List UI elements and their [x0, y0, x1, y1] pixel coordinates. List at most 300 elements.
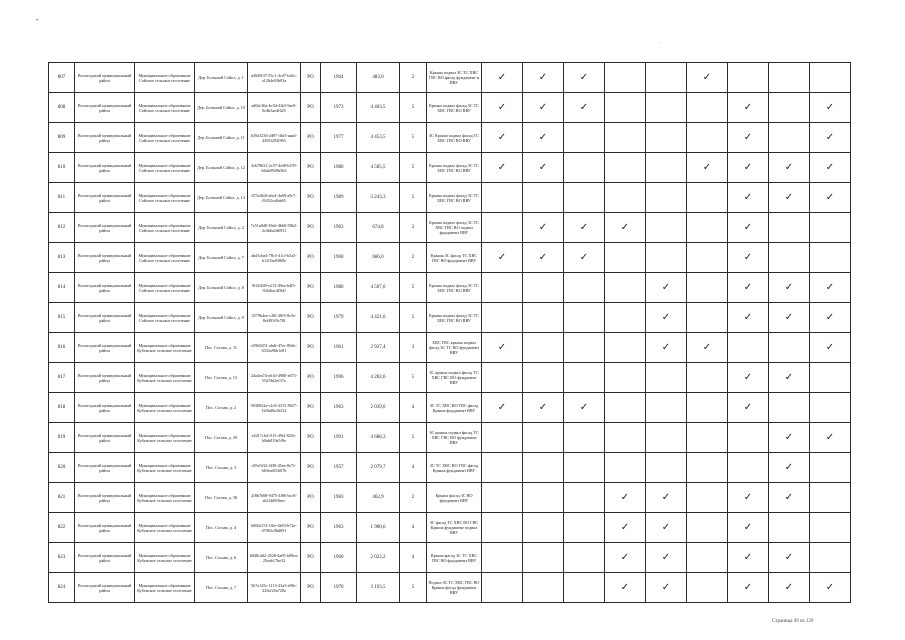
year-cell: 1960 — [321, 543, 357, 573]
work-check-cell — [482, 183, 523, 213]
work-check-cell — [646, 123, 687, 153]
house-code-cell: b39a5236-2d97-4bf3-aaad-4495f292f963 — [248, 123, 301, 153]
area-cell: 4 453,5 — [357, 123, 400, 153]
work-check-cell — [605, 483, 646, 513]
work-check-cell — [523, 243, 564, 273]
work-check-cell — [564, 303, 605, 333]
check-mark-icon: ✓ — [784, 491, 794, 503]
type-cell: РО — [301, 273, 321, 303]
work-check-cell — [728, 333, 769, 363]
work-check-cell — [482, 153, 523, 183]
year-cell: 1980 — [321, 153, 357, 183]
table-row — [49, 453, 851, 483]
row-number: 819 — [49, 423, 75, 453]
check-mark-icon: ✓ — [538, 401, 548, 413]
row-number: 823 — [49, 543, 75, 573]
work-check-cell — [687, 393, 728, 423]
count-cell: 5 — [400, 423, 427, 453]
work-check-cell — [687, 63, 728, 93]
address-cell: Дер. Большой Сойол, д. 7 — [195, 243, 248, 273]
district-cell: Вологодский муниципальный район — [75, 333, 135, 363]
check-mark-icon: ✓ — [579, 401, 589, 413]
check-mark-icon: ✓ — [702, 71, 712, 83]
type-cell: РО — [301, 393, 321, 423]
work-check-cell — [646, 273, 687, 303]
address-cell: Дер. Большой Сойол, д. 9 — [195, 303, 248, 333]
work-check-cell — [769, 483, 810, 513]
check-mark-icon: ✓ — [538, 101, 548, 113]
work-check-cell — [564, 363, 605, 393]
work-check-cell — [523, 393, 564, 423]
area-cell: 462,9 — [357, 483, 400, 513]
work-check-cell — [482, 213, 523, 243]
row-number: 807 — [49, 63, 75, 93]
check-mark-icon: ✓ — [825, 191, 835, 203]
type-cell: РО — [301, 153, 321, 183]
area-cell: 2 022,2 — [357, 543, 400, 573]
house-code-cell: 9030922a-c2c8-4315-8027-1b5bd0a16232 — [248, 393, 301, 423]
work-check-cell — [646, 423, 687, 453]
check-mark-icon: ✓ — [661, 581, 671, 593]
type-cell: РО — [301, 453, 321, 483]
work-check-cell — [482, 93, 523, 123]
count-cell: 5 — [400, 93, 427, 123]
type-cell: РО — [301, 573, 321, 603]
area-cell: 483,0 — [357, 63, 400, 93]
work-check-cell — [687, 453, 728, 483]
check-mark-icon: ✓ — [579, 251, 589, 263]
work-check-cell — [769, 423, 810, 453]
district-cell: Вологодский муниципальный район — [75, 303, 135, 333]
work-check-cell — [646, 363, 687, 393]
work-check-cell — [810, 513, 851, 543]
work-check-cell — [482, 513, 523, 543]
address-cell: Дер. Большой Сойол, д. 14 — [195, 183, 248, 213]
work-check-cell — [769, 213, 810, 243]
house-code-cell: abd3cba4-78c5-41cf-b5a5-b12f5ad5868e — [248, 243, 301, 273]
row-number: 813 — [49, 243, 75, 273]
work-check-cell — [564, 183, 605, 213]
works-cell: ХВС ГВС крыша подвал фасад ЗС ТС ВО фундамент ВВУ — [427, 333, 482, 363]
work-check-cell — [687, 423, 728, 453]
work-check-cell — [482, 483, 523, 513]
check-mark-icon: ✓ — [784, 551, 794, 563]
check-mark-icon: ✓ — [661, 311, 671, 323]
area-cell: 4 403,5 — [357, 93, 400, 123]
district-cell: Вологодский муниципальный район — [75, 423, 135, 453]
check-mark-icon: ✓ — [497, 401, 507, 413]
address-cell: Пос. Сосьва, д. 3 — [195, 453, 248, 483]
work-check-cell — [687, 363, 728, 393]
check-mark-icon: ✓ — [825, 281, 835, 293]
area-cell: 4 585,5 — [357, 153, 400, 183]
district-cell: Вологодский муниципальный район — [75, 183, 135, 213]
type-cell: РО — [301, 333, 321, 363]
work-check-cell — [728, 273, 769, 303]
check-mark-icon: ✓ — [784, 371, 794, 383]
work-check-cell — [564, 333, 605, 363]
district-cell: Вологодский муниципальный район — [75, 393, 135, 423]
area-cell: 674,8 — [357, 213, 400, 243]
address-cell: Пос. Сосьва, д. 2 — [195, 393, 248, 423]
owner-cell: Муниципальное образование Сойское сельское поселение — [135, 243, 195, 273]
year-cell: 1983 — [321, 483, 357, 513]
work-check-cell — [564, 423, 605, 453]
check-mark-icon: ✓ — [497, 71, 507, 83]
owner-cell: Муниципальное образование Сойское сельское поселение — [135, 153, 195, 183]
house-code-cell: c85e5f32-f438-45ea-8e71-b63ead51b07b — [248, 453, 301, 483]
work-check-cell — [810, 393, 851, 423]
table-row — [49, 423, 851, 453]
work-check-cell — [523, 303, 564, 333]
owner-cell: Муниципальное образование Сойское сельское поселение — [135, 93, 195, 123]
works-cell: Крыша подвал ЗС ТС ХВС ГВС ВО фасад фундамент и ВВУ — [427, 63, 482, 93]
row-number: 809 — [49, 123, 75, 153]
work-check-cell — [605, 573, 646, 603]
work-check-cell — [564, 213, 605, 243]
check-mark-icon: ✓ — [743, 161, 753, 173]
works-cell: Крыша подвал фасад ЗС ТС ХВС ГВС ВО ВВУ — [427, 93, 482, 123]
table-row — [49, 63, 851, 93]
work-check-cell — [769, 543, 810, 573]
check-mark-icon: ✓ — [538, 221, 548, 233]
district-cell: Вологодский муниципальный район — [75, 273, 135, 303]
work-check-cell — [810, 93, 851, 123]
work-check-cell — [687, 213, 728, 243]
area-cell: 3 243,3 — [357, 183, 400, 213]
work-check-cell — [523, 93, 564, 123]
type-cell: РО — [301, 543, 321, 573]
count-cell: 3 — [400, 333, 427, 363]
work-check-cell — [523, 453, 564, 483]
owner-cell: Муниципальное образование Кубенское сельское поселение — [135, 483, 195, 513]
work-check-cell — [810, 543, 851, 573]
work-check-cell — [810, 363, 851, 393]
work-check-cell — [810, 63, 851, 93]
work-check-cell — [687, 483, 728, 513]
table-row — [49, 183, 851, 213]
work-check-cell — [769, 393, 810, 423]
owner-cell: Муниципальное образование Сойское сельское поселение — [135, 213, 195, 243]
work-check-cell — [769, 243, 810, 273]
year-cell: 1980 — [321, 273, 357, 303]
work-check-cell — [810, 333, 851, 363]
work-check-cell — [769, 333, 810, 363]
work-check-cell — [687, 123, 728, 153]
check-mark-icon: ✓ — [784, 581, 794, 593]
table-row — [49, 303, 851, 333]
work-check-cell — [605, 303, 646, 333]
type-cell: РО — [301, 513, 321, 543]
check-mark-icon: ✓ — [825, 131, 835, 143]
check-mark-icon: ✓ — [620, 491, 630, 503]
work-check-cell — [646, 333, 687, 363]
work-check-cell — [769, 93, 810, 123]
check-mark-icon: ✓ — [825, 161, 835, 173]
works-cell: Крыша подвал фасад ЗС ТС ХВС ГВС ВО подвал фундамент ВВУ — [427, 213, 482, 243]
owner-cell: Муниципальное образование Кубенское сельское поселение — [135, 363, 195, 393]
table-row — [49, 363, 851, 393]
check-mark-icon: ✓ — [825, 431, 835, 443]
works-cell: Крыша подвал фасад ЗС ТС ХВС ГВС ВО ВВУ — [427, 183, 482, 213]
work-check-cell — [523, 423, 564, 453]
work-check-cell — [482, 273, 523, 303]
work-check-cell — [482, 243, 523, 273]
area-cell: 686,0 — [357, 243, 400, 273]
work-check-cell — [728, 123, 769, 153]
work-check-cell — [728, 423, 769, 453]
year-cell: 1964 — [321, 63, 357, 93]
works-cell: ЗС крыша подвал фасад ТС ХВС ГВС ВО фундамент ВВУ — [427, 363, 482, 393]
work-check-cell — [728, 393, 769, 423]
works-cell: Крыша подвал фасад ЗС ТС ХВС ГВС ВО ВВУ — [427, 303, 482, 333]
row-number: 824 — [49, 573, 75, 603]
work-check-cell — [687, 243, 728, 273]
table-row — [49, 273, 851, 303]
row-number: 821 — [49, 483, 75, 513]
work-check-cell — [564, 63, 605, 93]
address-cell: Пос. Сосьва, д. 6 — [195, 543, 248, 573]
work-check-cell — [605, 543, 646, 573]
row-number: 816 — [49, 333, 75, 363]
work-check-cell — [646, 393, 687, 423]
type-cell: РО — [301, 63, 321, 93]
work-check-cell — [646, 543, 687, 573]
type-cell: РО — [301, 213, 321, 243]
work-check-cell — [810, 123, 851, 153]
page-footer: Страница 49 из 129 — [772, 619, 814, 624]
check-mark-icon: ✓ — [743, 371, 753, 383]
work-check-cell — [523, 573, 564, 603]
check-mark-icon: ✓ — [743, 311, 753, 323]
check-mark-icon: ✓ — [784, 281, 794, 293]
year-cell: 1963 — [321, 513, 357, 543]
district-cell: Вологодский муниципальный район — [75, 573, 135, 603]
owner-cell: Муниципальное образование Кубенское сельское поселение — [135, 423, 195, 453]
work-check-cell — [687, 573, 728, 603]
count-cell: 4 — [400, 543, 427, 573]
work-check-cell — [605, 363, 646, 393]
row-number: 814 — [49, 273, 75, 303]
work-check-cell — [482, 303, 523, 333]
row-number: 818 — [49, 393, 75, 423]
check-mark-icon: ✓ — [661, 491, 671, 503]
work-check-cell — [605, 333, 646, 363]
work-check-cell — [605, 513, 646, 543]
work-check-cell — [769, 273, 810, 303]
work-check-cell — [769, 303, 810, 333]
district-cell: Вологодский муниципальный район — [75, 483, 135, 513]
check-mark-icon: ✓ — [743, 101, 753, 113]
work-check-cell — [769, 153, 810, 183]
check-mark-icon: ✓ — [620, 581, 630, 593]
table-row — [49, 333, 851, 363]
work-check-cell — [605, 183, 646, 213]
register-table — [48, 62, 851, 603]
year-cell: 1979 — [321, 303, 357, 333]
check-mark-icon: ✓ — [743, 221, 753, 233]
year-cell: 1970 — [321, 573, 357, 603]
check-mark-icon: ✓ — [743, 521, 753, 533]
type-cell: РО — [301, 423, 321, 453]
work-check-cell — [810, 483, 851, 513]
works-cell: ЗС ТС ХВС ВО ГВС фасад Крыша фундамент ВВУ — [427, 453, 482, 483]
work-check-cell — [646, 303, 687, 333]
house-code-cell: a4949f37-53c1-4cd7-b44c-a1264e03b03a — [248, 63, 301, 93]
count-cell: 2 — [400, 243, 427, 273]
check-mark-icon: ✓ — [825, 341, 835, 353]
work-check-cell — [687, 513, 728, 543]
owner-cell: Муниципальное образование Сойское сельское поселение — [135, 303, 195, 333]
count-cell: 5 — [400, 303, 427, 333]
check-mark-icon: ✓ — [743, 251, 753, 263]
work-check-cell — [523, 513, 564, 543]
house-code-cell: 7e51a8d8-39a6-4b60-99b2-4c4b6a2d6931 — [248, 213, 301, 243]
work-check-cell — [523, 183, 564, 213]
house-code-cell: d75cd64f-a6e4-4a69-a9c7-f9452ca8ab65 — [248, 183, 301, 213]
work-check-cell — [646, 453, 687, 483]
work-check-cell — [646, 483, 687, 513]
work-check-cell — [728, 153, 769, 183]
owner-cell: Муниципальное образование Кубенское сельское поселение — [135, 393, 195, 423]
table-row — [49, 393, 851, 423]
work-check-cell — [769, 363, 810, 393]
work-check-cell — [687, 303, 728, 333]
check-mark-icon: ✓ — [743, 191, 753, 203]
address-cell: Дер. Большой Сойол, д. 8 — [195, 273, 248, 303]
works-cell: Крыша фасад ЗС ВО фундамент ВВУ — [427, 483, 482, 513]
work-check-cell — [769, 183, 810, 213]
row-number: 808 — [49, 93, 75, 123]
area-cell: 4 507,0 — [357, 273, 400, 303]
house-code-cell: 5b7a145c-1113-43a5-a98c-225ef20a728a — [248, 573, 301, 603]
district-cell: Вологодский муниципальный район — [75, 213, 135, 243]
table-row — [49, 573, 851, 603]
district-cell: Вологодский муниципальный район — [75, 123, 135, 153]
work-check-cell — [482, 393, 523, 423]
works-cell: Крыша подвал фасад ЗС ТС ХВС ГВС ВО ВВУ — [427, 153, 482, 183]
row-number: 820 — [49, 453, 75, 483]
address-cell: Дер. Большой Сойол, д. 12 — [195, 153, 248, 183]
year-cell: 1991 — [321, 423, 357, 453]
check-mark-icon: ✓ — [579, 101, 589, 113]
check-mark-icon: ✓ — [620, 551, 630, 563]
check-mark-icon: ✓ — [661, 281, 671, 293]
check-mark-icon: ✓ — [702, 161, 712, 173]
table-row — [49, 123, 851, 153]
check-mark-icon: ✓ — [825, 311, 835, 323]
house-code-cell: 9ff41f69-e213-49ea-b4f5-92fa6ac4f5b0 — [248, 273, 301, 303]
check-mark-icon: ✓ — [661, 341, 671, 353]
work-check-cell — [523, 363, 564, 393]
address-cell: Пос. Сосьва, д. 29 — [195, 423, 248, 453]
house-code-cell: e2d17cb4-f1f5-49f4-825e-b8ab819a5f9e — [248, 423, 301, 453]
work-check-cell — [687, 333, 728, 363]
work-check-cell — [728, 303, 769, 333]
check-mark-icon: ✓ — [743, 551, 753, 563]
work-check-cell — [728, 453, 769, 483]
district-cell: Вологодский муниципальный район — [75, 363, 135, 393]
count-cell: 2 — [400, 483, 427, 513]
check-mark-icon: ✓ — [784, 161, 794, 173]
work-check-cell — [523, 543, 564, 573]
work-check-cell — [728, 363, 769, 393]
work-check-cell — [605, 453, 646, 483]
work-check-cell — [769, 63, 810, 93]
work-check-cell — [482, 333, 523, 363]
check-mark-icon: ✓ — [702, 341, 712, 353]
house-code-cell: ad0dc36a-bc5d-4fb3-9ae9-0e4b5ae4f625 — [248, 93, 301, 123]
work-check-cell — [523, 123, 564, 153]
works-cell: ЗС фасад ТС ХВС ВО ГВС Крыша фундамент подвал ВВУ — [427, 513, 482, 543]
work-check-cell — [564, 93, 605, 123]
check-mark-icon: ✓ — [497, 161, 507, 173]
area-cell: 1 980,6 — [357, 513, 400, 543]
year-cell: 1973 — [321, 93, 357, 123]
work-check-cell — [605, 393, 646, 423]
work-check-cell — [687, 183, 728, 213]
year-cell: 1960 — [321, 243, 357, 273]
scan-dot: · — [660, 40, 662, 46]
house-code-cell: 3579b4ee-c28f-48f5-8c5e-8ef493f9c7f8 — [248, 303, 301, 333]
district-cell: Вологодский муниципальный район — [75, 63, 135, 93]
district-cell: Вологодский муниципальный район — [75, 453, 135, 483]
count-cell: 5 — [400, 273, 427, 303]
count-cell: 5 — [400, 183, 427, 213]
work-check-cell — [810, 273, 851, 303]
count-cell: 5 — [400, 123, 427, 153]
work-check-cell — [605, 153, 646, 183]
address-cell: Дер. Большой Сойол, д. 11 — [195, 123, 248, 153]
work-check-cell — [687, 273, 728, 303]
district-cell: Вологодский муниципальный район — [75, 153, 135, 183]
check-mark-icon: ✓ — [497, 101, 507, 113]
check-mark-icon: ✓ — [497, 341, 507, 353]
table-row — [49, 513, 851, 543]
work-check-cell — [646, 183, 687, 213]
works-cell: Подвал ЗС ТС ХВС ГВС ВО Крыша фасад фундамент ВВУ — [427, 573, 482, 603]
check-mark-icon: ✓ — [743, 581, 753, 593]
work-check-cell — [605, 93, 646, 123]
check-mark-icon: ✓ — [825, 101, 835, 113]
work-check-cell — [564, 123, 605, 153]
work-check-cell — [687, 93, 728, 123]
count-cell: 4 — [400, 453, 427, 483]
works-cell: ЗС Крыша подвал фасад ТС ХВС ГВС ВО ВВУ — [427, 123, 482, 153]
area-cell: 2 927,4 — [357, 333, 400, 363]
district-cell: Вологодский муниципальный район — [75, 513, 135, 543]
work-check-cell — [646, 153, 687, 183]
check-mark-icon: ✓ — [784, 461, 794, 473]
address-cell: Дер. Большой Сойол, д. 1 — [195, 63, 248, 93]
work-check-cell — [482, 363, 523, 393]
check-mark-icon: ✓ — [825, 581, 835, 593]
work-check-cell — [646, 243, 687, 273]
check-mark-icon: ✓ — [579, 71, 589, 83]
work-check-cell — [482, 63, 523, 93]
owner-cell: Муниципальное образование Кубенское сельское поселение — [135, 573, 195, 603]
work-check-cell — [646, 573, 687, 603]
work-check-cell — [769, 573, 810, 603]
work-check-cell — [564, 453, 605, 483]
table-row — [49, 483, 851, 513]
check-mark-icon: ✓ — [497, 131, 507, 143]
work-check-cell — [769, 453, 810, 483]
works-cell: ЗС крыша подвал фасад ТС ХВС ГВС ВО фундамент ВВУ — [427, 423, 482, 453]
work-check-cell — [810, 453, 851, 483]
district-cell: Вологодский муниципальный район — [75, 243, 135, 273]
work-check-cell — [523, 333, 564, 363]
